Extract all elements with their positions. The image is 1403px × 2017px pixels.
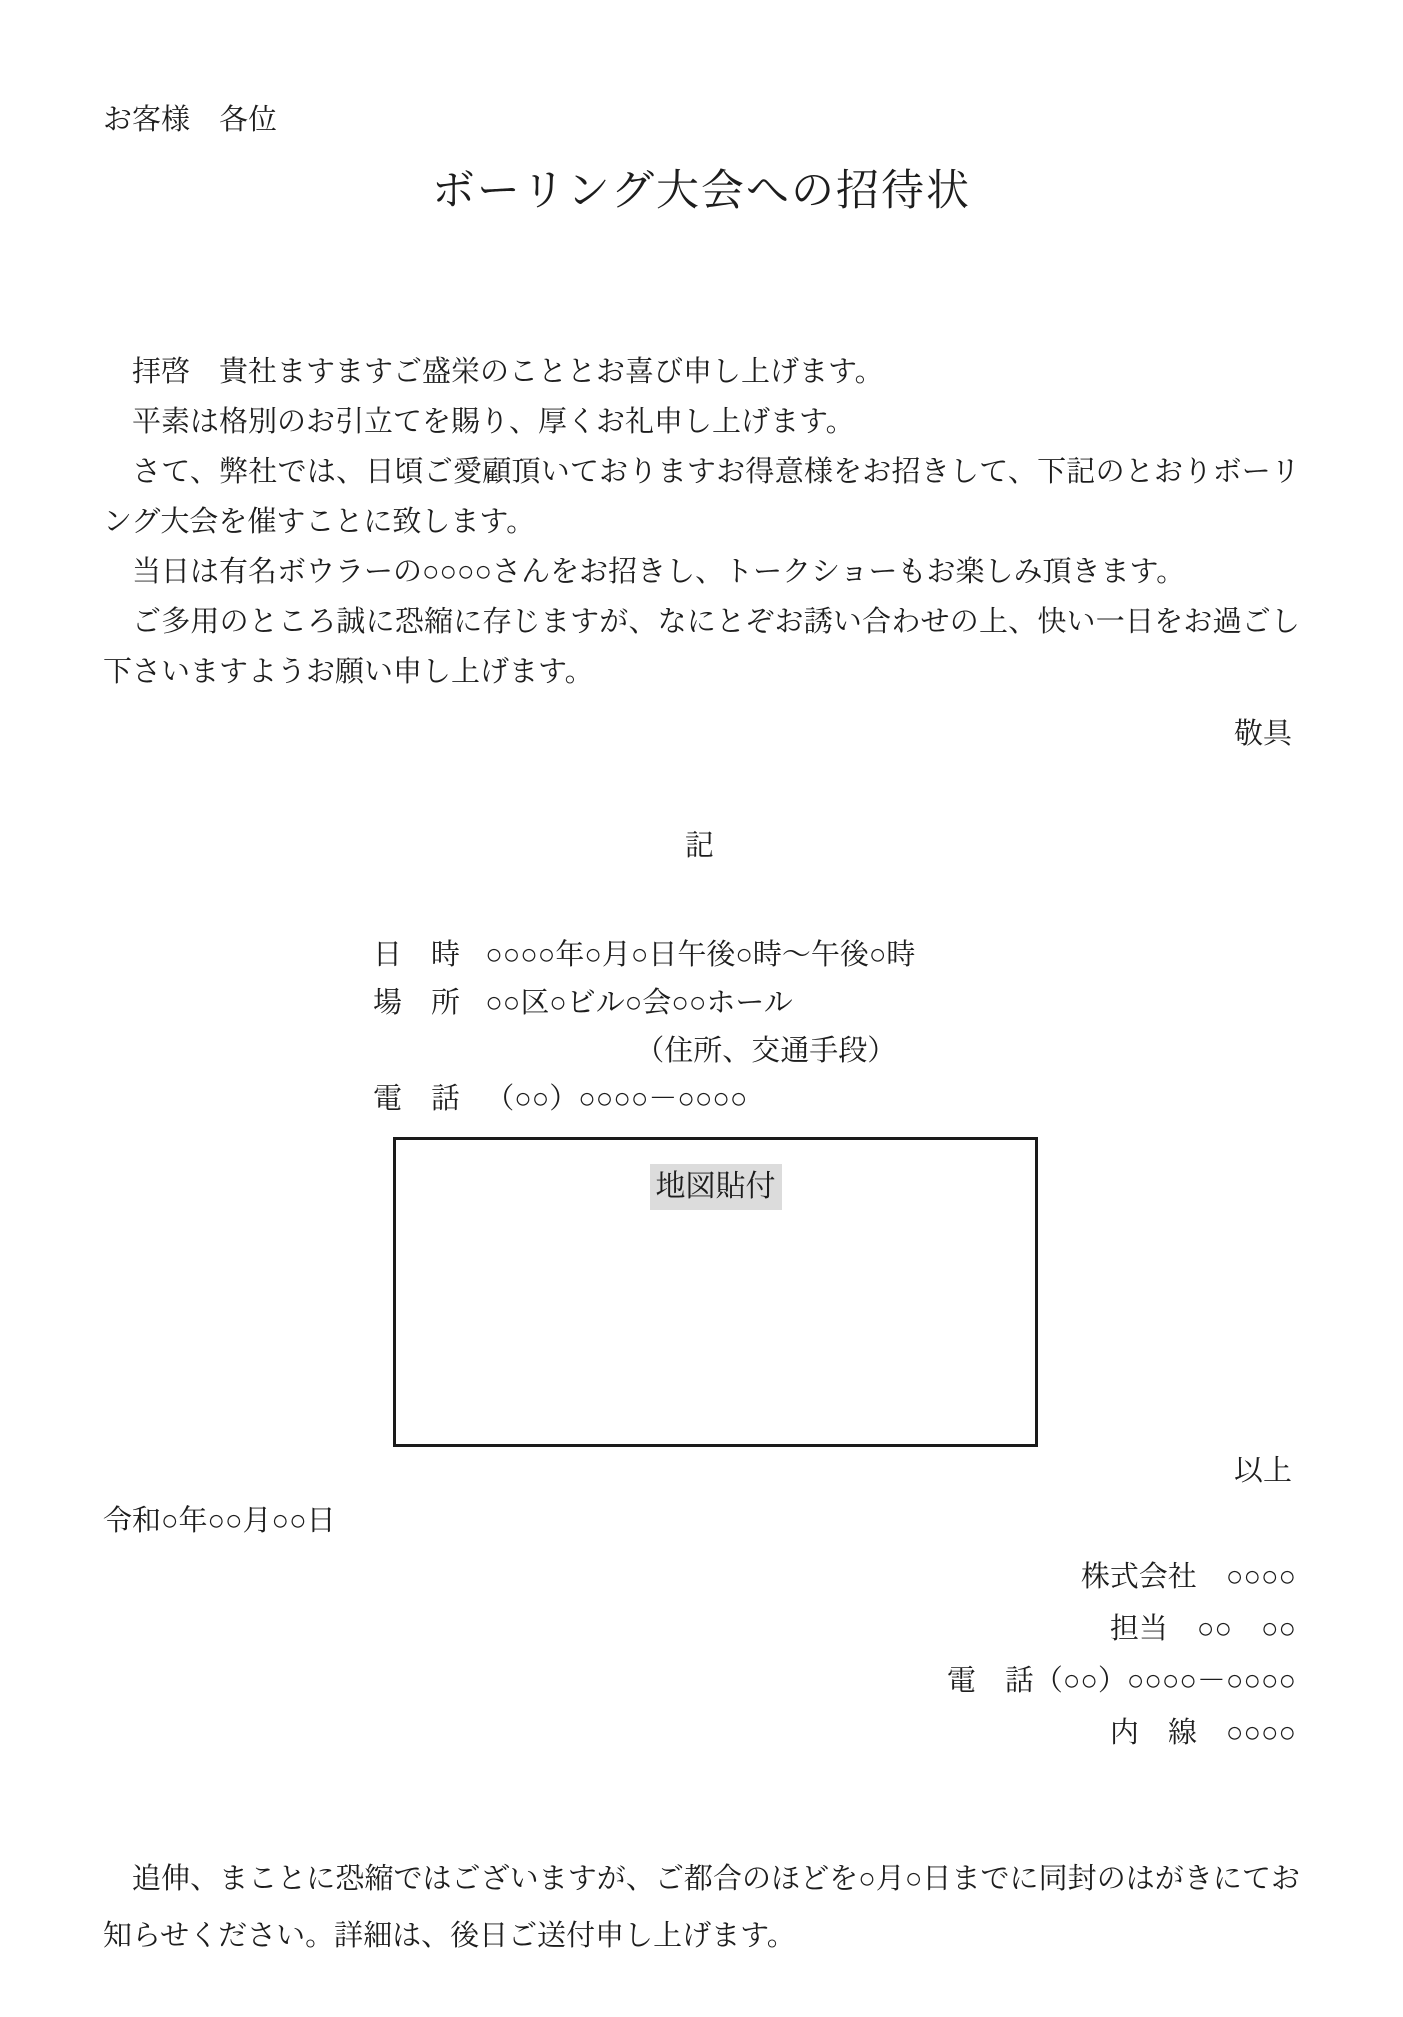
- sender-company: 株式会社 ○○○○: [1080, 1561, 1296, 1593]
- sender-extension: 内 線 ○○○○: [1109, 1717, 1296, 1749]
- letter-body: [103, 347, 1300, 697]
- sender-phone: 電 話（○○）○○○○－○○○○: [946, 1665, 1296, 1697]
- detail-label-place: 場 所: [373, 987, 461, 1019]
- detail-row-datetime: [373, 931, 1300, 979]
- sender-block: [103, 1551, 1300, 1759]
- postscript-block: [103, 1851, 1300, 1965]
- detail-label-datetime: 日 時: [373, 939, 461, 971]
- detail-value-phone: （○○）○○○○－○○○○: [485, 1083, 748, 1115]
- postscript-paragraph: 追伸、まことに恐縮ではございますが、ご都合のほどを○月○日までに同封のはがきにてお知らせください。詳細は、後日ご送付申し上げます。: [103, 1863, 1300, 1952]
- detail-label-phone: 電 話: [373, 1083, 461, 1115]
- recipient-line: お客様 各位: [103, 104, 278, 136]
- body-paragraph-greeting: 拝啓 貴社ますますご盛栄のこととお喜び申し上げます。: [132, 356, 884, 388]
- body-paragraph-announcement: さて、弊社では、日頃ご愛顧頂いておりますお得意様をお招きして、下記のとおりボーリング大会を催すことに致します。: [103, 456, 1300, 538]
- map-attachment-box: [393, 1137, 1038, 1447]
- detail-row-address-note: [373, 1027, 1300, 1075]
- body-paragraph-thanks: 平素は格別のお引立てを賜り、厚くお礼申し上げます。: [132, 406, 855, 438]
- event-details: [373, 931, 1300, 1123]
- end-mark: 以上: [1233, 1455, 1292, 1487]
- detail-row-phone: [373, 1075, 1300, 1123]
- detail-row-place: [373, 979, 1300, 1027]
- detail-value-place: ○○区○ビル○会○○ホール: [485, 987, 793, 1019]
- record-heading: 記: [684, 830, 718, 862]
- body-paragraph-guest: 当日は有名ボウラーの○○○○さんをお招きし、トークショーもお楽しみ頂きます。: [132, 556, 1186, 588]
- sender-contact: 担当 ○○ ○○: [1109, 1613, 1296, 1645]
- document-date: 令和○年○○月○○日: [103, 1505, 336, 1537]
- map-placeholder-label: 地図貼付: [650, 1164, 782, 1210]
- body-paragraph-request: ご多用のところ誠に恐縮に存じますが、なにとぞお誘い合わせの上、快い一日をお過ごし下さいますようお願い申し上げます。: [103, 606, 1300, 688]
- closing-word: 敬具: [1233, 718, 1292, 750]
- detail-value-datetime: ○○○○年○月○日午後○時～午後○時: [485, 939, 916, 971]
- detail-value-address-note: （住所、交通手段）: [635, 1035, 897, 1067]
- document-title: ボーリング大会への招待状: [431, 168, 972, 215]
